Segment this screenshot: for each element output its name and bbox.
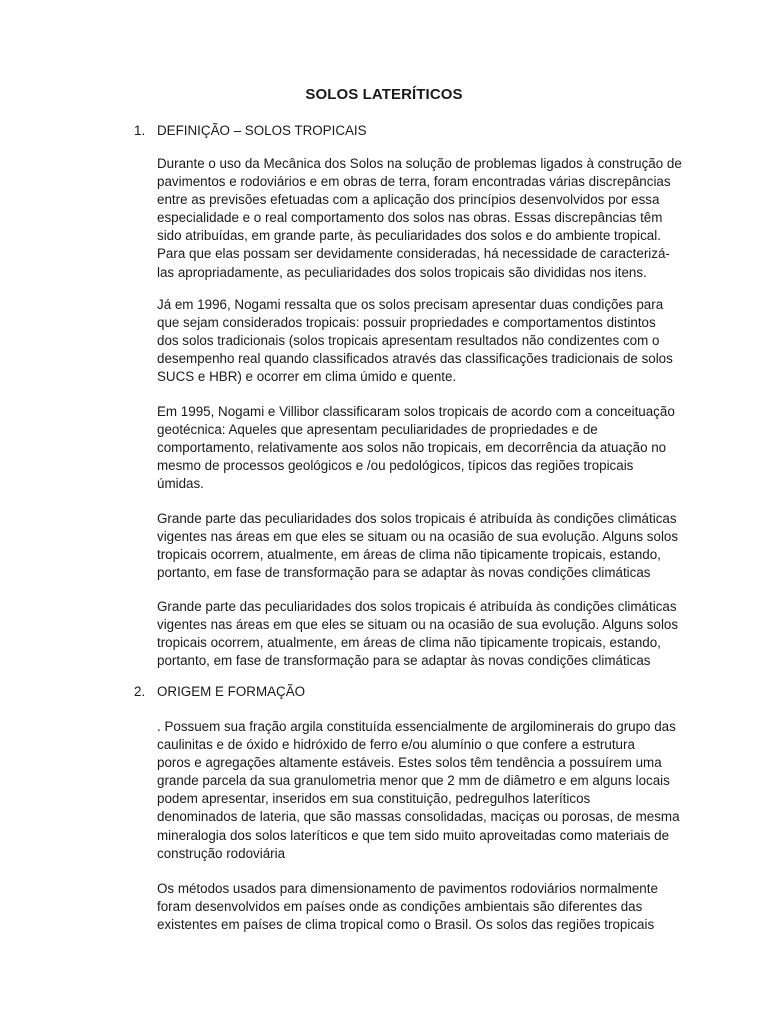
section-heading [134,123,367,138]
paragraph-line: Grande parte das peculiaridades dos solos tropicais é atribuída às condições climáticas [157,599,677,614]
section-heading-text: DEFINIÇÃO – SOLOS TROPICAIS [157,123,367,138]
section-heading-text: ORIGEM E FORMAÇÃO [157,684,306,699]
paragraph-line: mineralogia dos solos lateríticos e que tem sido muito aproveitadas como materiais de [157,827,670,843]
paragraph-line: Os métodos usados para dimensionamento de pavimentos rodoviários normalmente [157,881,658,896]
document-title: SOLOS LATERÍTICOS [305,86,463,103]
paragraph [157,510,679,582]
paragraph [157,880,667,934]
paragraph-line: Grande parte das peculiaridades dos solos tropicais é atribuída às condições climáticas [157,511,677,526]
paragraph [157,403,675,493]
paragraph-line: construção rodoviária [157,845,286,861]
paragraph [157,718,680,863]
paragraph-line: vigentes nas áreas em que eles se situam ou na ocasião de sua evolução. Alguns solos [157,529,679,545]
paragraph [157,155,682,282]
paragraph-line: las apropriadamente, as peculiaridades dos solos tropicais são divididas nos itens. [157,264,647,280]
section-heading [134,684,305,699]
paragraph-line: caulinitas e de óxido e hidróxido de ferro e/ou alumínio o que confere a estrutura [157,737,635,753]
paragraph [157,598,679,670]
paragraph-line: pavimentos e rodoviários e em obras de terra, foram encontradas várias discrepâncias [157,174,671,190]
paragraph-line: podem apresentar, inseridos em sua constituição, pedregulhos lateríticos [157,791,591,807]
paragraph-line: entre as previsões efetuadas com a aplicação dos princípios desenvolvidos por essa [157,192,660,208]
paragraph-line: tropicais ocorrem, atualmente, em áreas de clima não tipicamente tropicais, estando, [157,635,661,651]
paragraph-line: Em 1995, Nogami e Villibor classificaram solos tropicais de acordo com a conceituação [157,404,675,419]
paragraph-line: portanto, em fase de transformação para se adaptar às novas condições climáticas [157,565,651,581]
section-number: 1. [134,123,146,138]
paragraph [157,296,673,386]
paragraph-line: Para que elas possam ser devidamente consideradas, há necessidade de caracterizá- [157,246,670,262]
paragraph-line: grande parcela da sua granulometria menor que 2 mm de diâmetro e em alguns locais [157,773,670,789]
paragraph-line: poros e agregações altamente estáveis. Estes solos têm tendência a possuírem uma [157,755,662,771]
paragraph-line: dos solos tradicionais (solos tropicais apresentam resultados não condizentes com o [157,333,660,349]
paragraph-line: denominados de lateria, que são massas consolidadas, maciças ou porosas, de mesma [157,809,680,825]
paragraph-line: portanto, em fase de transformação para se adaptar às novas condições climáticas [157,653,651,669]
paragraph-line: sido atribuídas, em grande parte, às peculiaridades dos solos e do ambiente tropical. [157,228,661,244]
section-number: 2. [134,684,146,699]
paragraph-line: tropicais ocorrem, atualmente, em áreas de clima não tipicamente tropicais, estando, [157,547,661,563]
paragraph-line: SUCS e HBR) e ocorrer em clima úmido e quente. [157,369,457,385]
paragraph-line: foram desenvolvidos em países onde as condições ambientais são diferentes das [157,899,643,915]
paragraph-line: desempenho real quando classificados através das classificações tradicionais de solos [157,351,673,367]
paragraph-line: úmidas. [157,476,204,492]
paragraph-line: Durante o uso da Mecânica dos Solos na solução de problemas ligados à construção de [157,156,682,171]
paragraph-line: vigentes nas áreas em que eles se situam ou na ocasião de sua evolução. Alguns solos [157,617,679,633]
paragraph-line: . Possuem sua fração argila constituída essencialmente de argilominerais do grupo das [157,719,676,734]
paragraph-line: Já em 1996, Nogami ressalta que os solos precisam apresentar duas condições para [157,297,664,312]
paragraph-line: existentes em países de clima tropical como o Brasil. Os solos das regiões tropicais [157,917,655,933]
paragraph-line: que sejam considerados tropicais: possuir propriedades e comportamentos distintos [157,315,656,331]
paragraph-line: geotécnica: Aqueles que apresentam peculiaridades de propriedades e de [157,422,598,438]
paragraph-line: especialidade e o real comportamento dos solos nas obras. Essas discrepâncias têm [157,210,663,226]
paragraph-line: comportamento, relativamente aos solos não tropicais, em decorrência da atuação no [157,440,667,456]
paragraph-line: mesmo de processos geológicos e /ou pedológicos, típicos das regiões tropicais [157,458,634,474]
